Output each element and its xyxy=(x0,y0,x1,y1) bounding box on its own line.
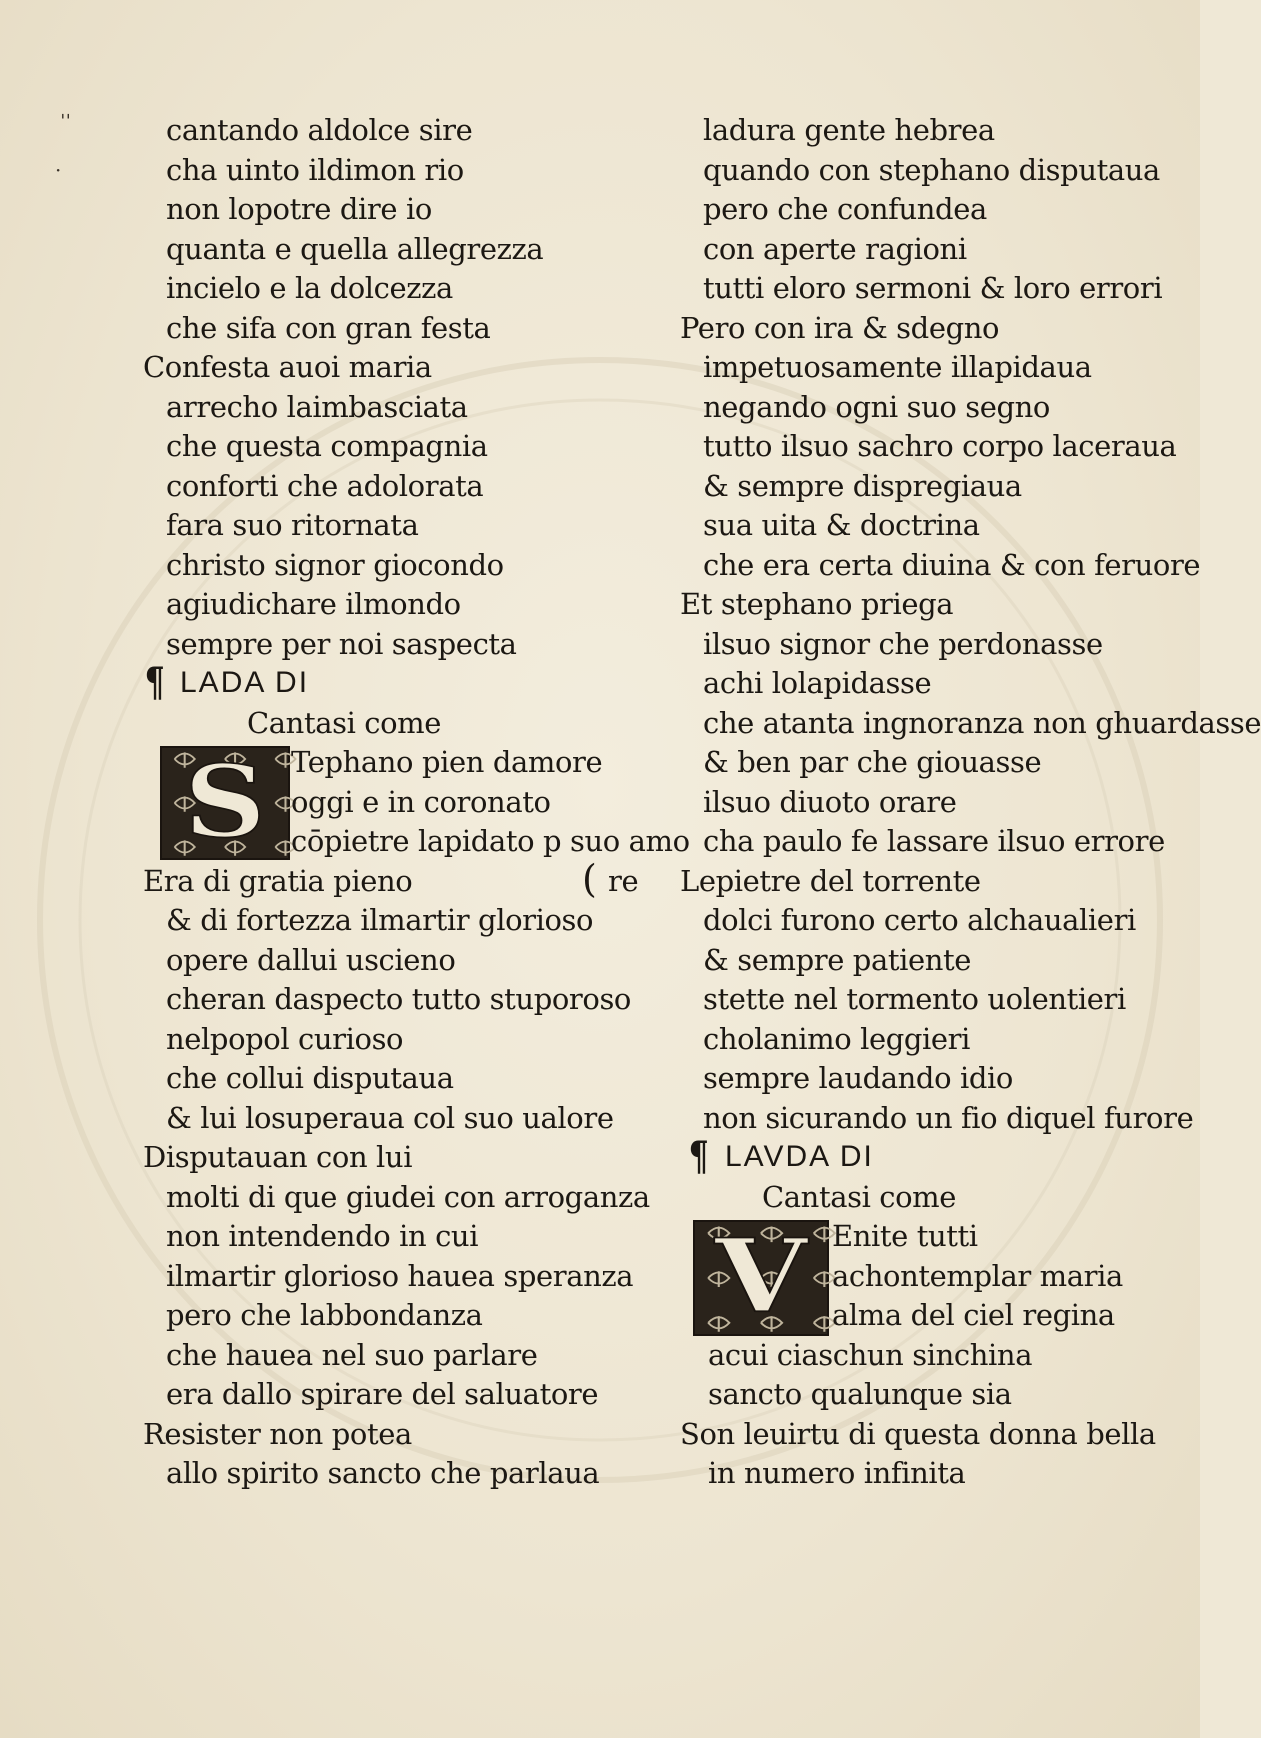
section-heading: LADA DI xyxy=(180,666,310,699)
verse-line: quando con stephano disputaua xyxy=(703,152,1160,187)
verse-line: Enite tutti xyxy=(832,1219,978,1253)
verse-line: cha paulo fe lassare ilsuo errore xyxy=(703,824,1165,858)
verse-line: & sempre patiente xyxy=(703,942,972,977)
section-subheading: Cantasi come xyxy=(762,1179,957,1214)
verse-line: Era di gratia pieno xyxy=(143,863,413,898)
verse-line: cantando aldolce sire xyxy=(166,113,473,147)
verse-line: era dallo spirare del saluatore xyxy=(166,1377,599,1411)
verse-line: fara suo ritornata xyxy=(166,508,419,542)
section-heading: LAVDA DI xyxy=(725,1140,874,1173)
verse-line: conforti che adolorata xyxy=(166,468,484,503)
catchword: re xyxy=(608,863,639,898)
verse-line: stette nel tormento uolentieri xyxy=(703,982,1126,1016)
verse-line: & di fortezza ilmartir glorioso xyxy=(166,903,594,937)
verse-line: che atanta ingnoranza non ghuardasse xyxy=(703,705,1261,740)
paragraph-mark-icon: ¶ xyxy=(144,659,165,706)
margin-mark: ˈˈ xyxy=(60,110,71,134)
verse-line: Pero con ira & sdegno xyxy=(680,310,1000,345)
verse-line: non sicurando un fio diquel furore xyxy=(703,1100,1194,1135)
verse-line: agiudichare ilmondo xyxy=(166,587,461,621)
verse-line: che collui disputaua xyxy=(166,1061,454,1095)
verse-line: negando ogni suo segno xyxy=(703,389,1050,424)
verse-line: Tephano pien damore xyxy=(291,745,603,779)
bracket-mark: ( xyxy=(582,856,597,901)
verse-line: & lui losuperaua col suo ualore xyxy=(166,1100,614,1135)
verse-line: cholanimo leggieri xyxy=(703,1021,971,1056)
verse-line: achi lolapidasse xyxy=(703,666,932,700)
verse-line: che questa compagnia xyxy=(166,429,488,463)
verse-line: achontemplar maria xyxy=(832,1258,1123,1293)
verse-line: ilsuo diuoto orare xyxy=(703,784,957,819)
verse-line: alma del ciel regina xyxy=(832,1298,1115,1332)
verse-line: cheran daspecto tutto stuporoso xyxy=(166,982,631,1016)
verse-line: impetuosamente illapidaua xyxy=(703,350,1092,384)
initial-letter: V xyxy=(714,1217,808,1336)
verse-line: sempre per noi saspecta xyxy=(166,626,517,661)
verse-line: tutto ilsuo sachro corpo laceraua xyxy=(703,429,1177,463)
verse-line: opere dallui uscieno xyxy=(166,942,456,977)
verse-line: Et stephano priega xyxy=(680,587,954,621)
initial-letter: S xyxy=(184,743,266,861)
verse-line: quanta e quella allegrezza xyxy=(166,231,544,266)
verse-line: nelpopol curioso xyxy=(166,1021,404,1056)
verse-line: pero che confundea xyxy=(703,192,987,226)
verse-line: cha uinto ildimon rio xyxy=(166,152,464,187)
verse-line: cōpietre lapidato p suo amo xyxy=(291,824,690,858)
verse-line: pero che labbondanza xyxy=(166,1298,483,1332)
verse-line: dolci furono certo alchaualieri xyxy=(703,903,1136,937)
margin-mark: · xyxy=(55,158,62,182)
section-subheading: Cantasi come xyxy=(247,705,442,740)
verse-line: arrecho laimbasciata xyxy=(166,389,468,424)
verse-line: con aperte ragioni xyxy=(703,231,967,266)
verse-line: Resister non potea xyxy=(143,1416,412,1451)
verse-line: & sempre dispregiaua xyxy=(703,468,1022,503)
decorated-initial-v xyxy=(693,1217,829,1336)
verse-line: oggi e in coronato xyxy=(291,784,551,819)
verse-line: allo spirito sancto che parlaua xyxy=(166,1456,600,1490)
verse-line: sua uita & doctrina xyxy=(703,508,980,542)
verse-line: ilsuo signor che perdonasse xyxy=(703,626,1103,661)
verse-line: acui ciaschun sinchina xyxy=(708,1337,1033,1372)
verse-line: tutti eloro sermoni & loro errori xyxy=(703,271,1163,305)
verse-line: che sifa con gran festa xyxy=(166,310,491,345)
floral-ornament-icon xyxy=(695,1217,827,1336)
verse-line: & ben par che giouasse xyxy=(703,745,1042,779)
verse-line: christo signor giocondo xyxy=(166,547,504,582)
verse-line: Lepietre del torrente xyxy=(680,863,981,898)
paragraph-mark-icon: ¶ xyxy=(688,1133,709,1180)
verse-line: sancto qualunque sia xyxy=(708,1377,1012,1411)
verse-line: in numero infinita xyxy=(708,1456,966,1490)
verse-line: molti di que giudei con arroganza xyxy=(166,1179,650,1214)
verse-line: non intendendo in cui xyxy=(166,1219,479,1253)
verse-line: che era certa diuina & con feruore xyxy=(703,547,1201,582)
verse-line: ilmartir glorioso hauea speranza xyxy=(166,1258,634,1293)
floral-ornament-icon xyxy=(162,743,288,861)
decorated-initial-s xyxy=(160,743,290,861)
verse-line: incielo e la dolcezza xyxy=(166,271,453,305)
verse-line: non lopotre dire io xyxy=(166,192,432,226)
verse-line: Confesta auoi maria xyxy=(143,350,432,384)
verse-line: che hauea nel suo parlare xyxy=(166,1337,538,1372)
verse-line: sempre laudando idio xyxy=(703,1061,1013,1095)
verse-line: ladura gente hebrea xyxy=(703,113,995,147)
verse-line: Disputauan con lui xyxy=(143,1140,413,1174)
verse-line: Son leuirtu di questa donna bella xyxy=(680,1416,1156,1451)
